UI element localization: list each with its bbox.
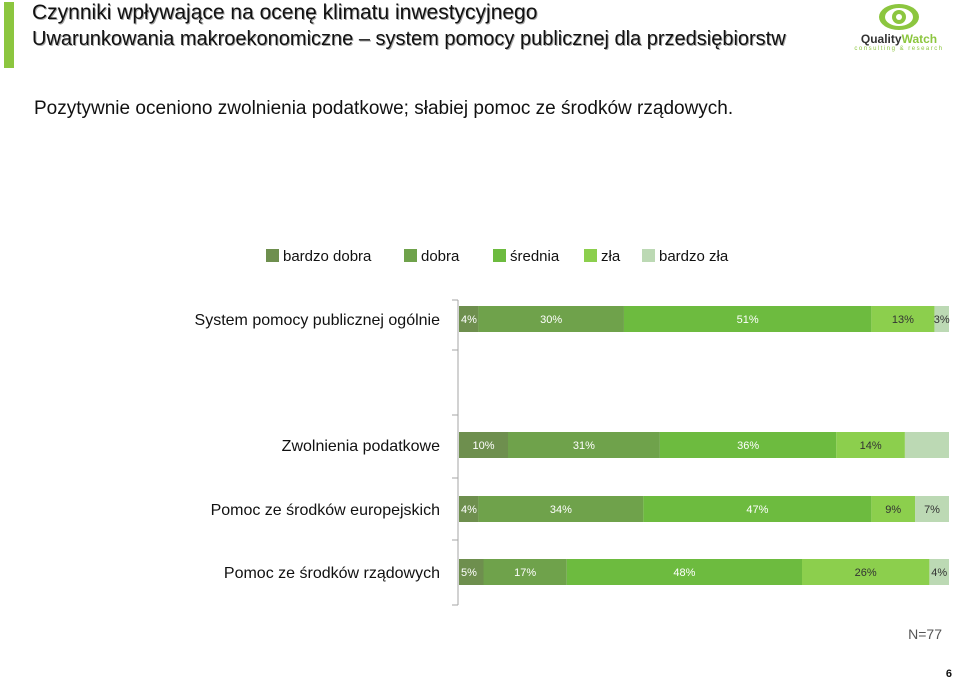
sample-size: N=77 [908, 626, 942, 642]
logo-wordmark: QualityWatch [860, 32, 938, 46]
legend-label: średnia [510, 248, 560, 265]
data-label: 36% [737, 440, 760, 452]
headline: Pozytywnie oceniono zwolnienia podatkowe; słabiej pomoc ze środków rządowych. [34, 98, 734, 119]
category-label: Zwolnienia podatkowe [281, 438, 440, 455]
data-label: 5% [461, 567, 477, 579]
data-label: 4% [461, 314, 477, 326]
data-label: 9% [885, 504, 902, 516]
eye-icon [848, 2, 950, 32]
data-label: 14% [859, 440, 882, 452]
data-label: 10% [472, 440, 495, 452]
data-label: 4% [931, 567, 948, 579]
legend-label: bardzo zła [659, 248, 729, 265]
qualitywatch-logo [848, 2, 950, 54]
logo-tagline: consulting & research [854, 46, 944, 52]
legend-label: zła [601, 248, 621, 265]
data-label: 30% [540, 314, 563, 326]
data-label: 51% [736, 314, 759, 326]
data-label: 7% [924, 504, 940, 516]
category-label: Pomoc ze środków europejskich [210, 502, 440, 519]
stacked-bar-chart [0, 230, 960, 610]
page-title: Czynniki wpływające na ocenę klimatu inwestycyjnego [32, 1, 538, 24]
data-label: 47% [746, 504, 769, 516]
bar-segment [905, 432, 949, 458]
legend-label: dobra [421, 248, 460, 265]
data-label: 48% [673, 567, 696, 579]
page-subtitle: Uwarunkowania makroekonomiczne – system pomocy publicznej dla przedsiębiorstw [32, 28, 786, 50]
category-label: Pomoc ze środków rządowych [223, 565, 440, 582]
data-label: 4% [461, 504, 477, 516]
legend-label: bardzo dobra [283, 248, 372, 265]
legend-swatch [493, 249, 506, 262]
legend-swatch [584, 249, 597, 262]
data-label: 13% [891, 314, 914, 326]
page-number: 6 [945, 668, 952, 680]
legend-swatch [266, 249, 279, 262]
accent-bar [4, 2, 14, 68]
data-label: 31% [572, 440, 595, 452]
data-label: 17% [514, 567, 537, 579]
category-label: System pomocy publicznej ogólnie [194, 312, 440, 329]
legend-swatch [404, 249, 417, 262]
data-label: 26% [854, 567, 877, 579]
legend-swatch [642, 249, 655, 262]
data-label: 34% [549, 504, 572, 516]
data-label: 3% [933, 314, 950, 326]
